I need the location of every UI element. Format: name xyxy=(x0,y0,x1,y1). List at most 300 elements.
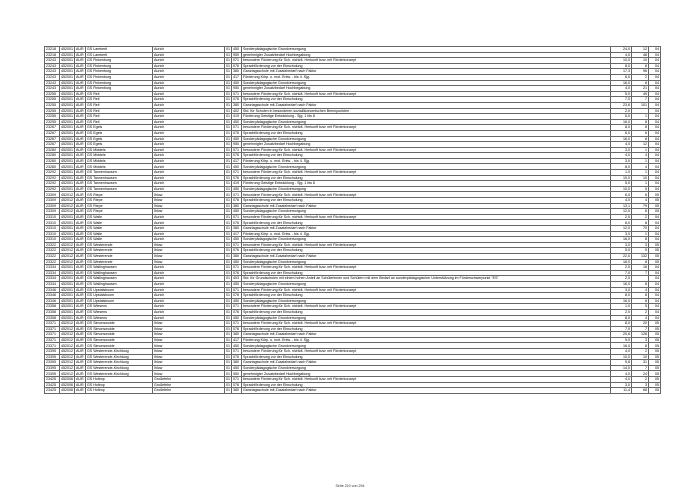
type-cell: 01 xyxy=(226,231,230,236)
school-name-cell: GS Westerende xyxy=(86,248,153,254)
type-cell: 01 xyxy=(226,63,230,68)
type-cell: 01 xyxy=(226,237,230,242)
district-code-cell: 452001 xyxy=(61,63,73,68)
district-code-cell: 452001 xyxy=(61,52,73,57)
county-cell: AUR xyxy=(76,360,84,365)
type-cell: 01 xyxy=(226,282,230,287)
county-cell: AUR xyxy=(76,186,84,191)
type-cell: 01 xyxy=(226,103,230,108)
region-cell: 04 xyxy=(649,119,661,125)
description-cell: Sprachförderung vor der Einschulung xyxy=(242,97,611,103)
code-cell: 450 xyxy=(232,365,242,371)
school-id-cell: 23358 xyxy=(45,304,60,310)
town-cell: Aurich xyxy=(153,142,225,148)
county-cell: AUR xyxy=(76,63,84,68)
count-cell: 2 xyxy=(632,349,649,355)
code-cell: 380 xyxy=(232,253,242,259)
district-code-cell: 452001 xyxy=(61,147,73,152)
description-cell: Sonderpädagogische Grundversorgung xyxy=(242,237,611,243)
count-cell: 5 xyxy=(632,186,649,192)
town-cell: Ihlow xyxy=(153,192,225,198)
description-cell: besondere Förderung für Sch. nichtdt. Herkunft bzw. mit Förderkonzept xyxy=(242,147,611,153)
region-cell: 04 xyxy=(649,220,661,226)
district-code-cell: 452012 xyxy=(61,326,73,331)
count-cell: 8 xyxy=(632,80,649,86)
hours-cell: 4,0 xyxy=(611,52,632,58)
school-name-cell: GS Riepe xyxy=(86,198,153,204)
town-cell: Aurich xyxy=(153,119,225,125)
count-cell: 68 xyxy=(632,388,649,394)
hours-cell: 3,0 xyxy=(611,158,632,164)
type-cell: 01 xyxy=(226,310,230,314)
code-cell: 380 xyxy=(232,360,242,366)
type-cell: 01 xyxy=(226,119,230,124)
type-cell: 01 xyxy=(226,287,230,292)
region-cell: 05 xyxy=(649,253,661,259)
code-cell: 450 xyxy=(232,281,242,287)
school-id-cell: 23255 xyxy=(45,119,60,125)
type-cell: 01 xyxy=(226,248,230,253)
county-cell: AUR xyxy=(76,119,84,124)
district-code-cell: 452001 xyxy=(61,119,73,124)
school-name-cell: GS Tannenhausen xyxy=(86,175,153,181)
region-cell: 04 xyxy=(649,47,661,53)
school-name-cell: GS Egels xyxy=(86,130,153,136)
hours-cell: 7,0 xyxy=(611,97,632,103)
school-id-cell: 23255 xyxy=(45,97,60,103)
town-cell: Ihlow xyxy=(153,349,225,355)
district-code-cell: 452001 xyxy=(61,103,73,108)
hours-cell: 8,0 xyxy=(611,315,632,321)
school-id-cell: 23371 xyxy=(45,332,60,338)
region-cell: 04 xyxy=(649,125,661,131)
description-cell: Förderung Körp. u. mot. Entw. - bis 4. Sjg. xyxy=(242,231,611,237)
count-cell: 10 xyxy=(632,58,649,64)
code-cell: 071 xyxy=(232,147,242,153)
school-name-cell: GS Riepe xyxy=(86,192,153,198)
code-cell: 380 xyxy=(232,332,242,338)
town-cell: Aurich xyxy=(153,63,225,69)
count-cell: 6 xyxy=(632,130,649,136)
school-id-cell: 23292 xyxy=(45,175,60,181)
county-cell: AUR xyxy=(76,304,84,309)
region-cell: 05 xyxy=(649,365,661,371)
description-cell: Sonderpädagogische Grundversorgung xyxy=(242,259,611,265)
town-cell: Aurich xyxy=(153,214,225,220)
description-cell: Ganztagsschule mit Zusatzbedarf nach Faktor xyxy=(242,360,611,366)
county-cell: AUR xyxy=(76,142,84,147)
code-cell: 071 xyxy=(232,192,242,198)
type-cell: 01 xyxy=(226,80,230,85)
county-cell: AUR xyxy=(76,326,84,331)
district-code-cell: 452001 xyxy=(61,186,73,191)
county-cell: AUR xyxy=(76,75,84,80)
type-cell: 01 xyxy=(226,125,230,130)
description-cell: besondere Förderung für Sch. nichtdt. Herkunft bzw. mit Förderkonzept xyxy=(242,91,611,97)
count-cell: 20 xyxy=(632,321,649,327)
description-cell: Förderung Geistige Entwicklung - Sjg. 1 bis 8 xyxy=(242,114,611,120)
code-cell: 071 xyxy=(232,125,242,131)
school-id-cell: 23371 xyxy=(45,321,60,327)
code-cell: 076 xyxy=(232,382,242,388)
town-cell: Ihlow xyxy=(153,203,225,209)
description-cell: besondere Förderung für Sch. nichtdt. Herkunft bzw. mit Förderkonzept xyxy=(242,192,611,198)
county-cell: AUR xyxy=(76,315,84,320)
district-code-cell: 452001 xyxy=(61,237,73,242)
school-id-cell: 23309 xyxy=(45,209,60,215)
description-cell: Förderung Körp. u. mot. Entw. - bis 4. Sjg. xyxy=(242,74,611,80)
type-cell: 01 xyxy=(226,343,230,348)
school-id-cell: 23243 xyxy=(45,69,60,75)
description-cell: Sonderpädagogische Grundversorgung xyxy=(242,209,611,215)
county-cell: AUR xyxy=(76,170,84,175)
code-cell: 419 xyxy=(232,181,242,187)
code-cell: 950 xyxy=(232,52,242,58)
school-name-cell: GS Simonswolde xyxy=(86,321,153,327)
school-id-cell: 23395 xyxy=(45,365,60,371)
school-name-cell: GS Westerende xyxy=(86,242,153,248)
school-id-cell: 23267 xyxy=(45,142,60,148)
hours-cell: 8,0 xyxy=(611,321,632,327)
school-id-cell: 23346 xyxy=(45,293,60,299)
school-name-cell: GS Walle xyxy=(86,226,153,232)
type-cell: 01 xyxy=(226,388,230,393)
count-cell: 8 xyxy=(632,281,649,287)
type-cell: 01 xyxy=(226,192,230,197)
school-name-cell: GS Reil xyxy=(86,114,153,120)
district-code-cell: 452001 xyxy=(61,136,73,141)
count-cell: 1 xyxy=(632,231,649,237)
type-cell: 01 xyxy=(226,259,230,264)
hours-cell: 1,0 xyxy=(611,170,632,176)
county-cell: AUR xyxy=(76,231,84,236)
school-name-cell: GS Middels xyxy=(86,158,153,164)
town-cell: Ihlow xyxy=(153,242,225,248)
type-cell: 01 xyxy=(226,365,230,370)
school-name-cell: GS Finkenburg xyxy=(86,86,153,92)
town-cell: Aurich xyxy=(153,80,225,86)
county-cell: AUR xyxy=(76,377,84,382)
code-cell: 071 xyxy=(232,321,242,327)
county-cell: AUR xyxy=(76,371,84,376)
school-id-cell: 23310 xyxy=(45,214,60,220)
count-cell: 5 xyxy=(632,304,649,310)
description-cell: besondere Förderung für Sch. nichtdt. Herkunft bzw. mit Förderkonzept xyxy=(242,58,611,64)
type-cell: 01 xyxy=(226,69,230,74)
school-name-cell: GS Holtrop xyxy=(86,382,153,388)
hours-cell: 5,0 xyxy=(611,114,632,120)
description-cell: Sonderpädagogische Grundversorgung xyxy=(242,298,611,304)
town-cell: Ihlow xyxy=(153,253,225,259)
count-cell: 8 xyxy=(632,237,649,243)
description-cell: genehmigter Zusatzbedarf Hochbegabung xyxy=(242,142,611,148)
hours-cell: 16,0 xyxy=(611,119,632,125)
county-cell: AUR xyxy=(76,332,84,337)
school-id-cell: 23334 xyxy=(45,270,60,276)
region-cell: 05 xyxy=(649,248,661,254)
hours-cell: 5,8 xyxy=(611,360,632,366)
school-name-cell: GS Upstalsboom xyxy=(86,287,153,293)
district-code-cell: 452012 xyxy=(61,360,73,365)
county-cell: AUR xyxy=(76,287,84,292)
type-cell: 01 xyxy=(226,131,230,135)
description-cell: Sprachförderung vor der Einschulung xyxy=(242,153,611,159)
town-cell: Ihlow xyxy=(153,371,225,377)
district-code-cell: 452001 xyxy=(61,226,73,231)
count-cell: 8 xyxy=(632,63,649,69)
description-cell: Sprachförderung vor der Einschulung xyxy=(242,293,611,299)
type-cell: 01 xyxy=(226,108,230,113)
school-id-cell: 23280 xyxy=(45,164,60,170)
school-name-cell: GS Reil xyxy=(86,108,153,114)
hours-cell: 10,0 xyxy=(611,58,632,64)
school-name-cell: GS Egels xyxy=(86,136,153,142)
region-cell: 04 xyxy=(649,158,661,164)
district-code-cell: 452001 xyxy=(61,75,73,80)
hours-cell: 6,0 xyxy=(611,130,632,136)
county-cell: AUR xyxy=(76,293,84,298)
count-cell: 4 xyxy=(632,287,649,293)
type-cell: 01 xyxy=(226,147,230,152)
town-cell: Aurich xyxy=(153,287,225,293)
district-code-cell: 452001 xyxy=(61,181,73,186)
description-cell: Ganztagsschule mit Zusatzbedarf nach Faktor xyxy=(242,253,611,259)
type-cell: 01 xyxy=(226,254,230,259)
region-cell: 05 xyxy=(649,198,661,204)
description-cell: Förderung Geistige Entwicklung - Sjg. 1 bis 8 xyxy=(242,181,611,187)
code-cell: 071 xyxy=(232,242,242,248)
count-cell: 8 xyxy=(632,220,649,226)
school-id-cell: 23218 xyxy=(45,52,60,58)
town-cell: Aurich xyxy=(153,175,225,181)
region-cell: 04 xyxy=(649,91,661,97)
town-cell: Aurich xyxy=(153,91,225,97)
hours-cell: 10,0 xyxy=(611,186,632,192)
code-cell: 380 xyxy=(232,226,242,232)
school-name-cell: GS Holtrop xyxy=(86,388,153,394)
town-cell: Aurich xyxy=(153,97,225,103)
district-code-cell: 452001 xyxy=(61,282,73,287)
region-cell: 05 xyxy=(649,360,661,366)
district-code-cell: 452012 xyxy=(61,192,73,197)
district-code-cell: 452001 xyxy=(61,97,73,102)
region-cell: 05 xyxy=(649,259,661,265)
town-cell: Ihlow xyxy=(153,360,225,366)
town-cell: Aurich xyxy=(153,47,225,53)
region-cell: 04 xyxy=(649,114,661,120)
county-cell: AUR xyxy=(76,270,84,275)
district-code-cell: 452001 xyxy=(61,91,73,96)
district-code-cell: 452012 xyxy=(61,343,73,348)
code-cell: 450 xyxy=(232,315,242,321)
description-cell: Sonderpädagogische Grundversorgung xyxy=(242,164,611,170)
school-id-cell: 23243 xyxy=(45,86,60,92)
code-cell: 450 xyxy=(232,237,242,243)
region-cell: 05 xyxy=(649,203,661,209)
count-cell: 4 xyxy=(632,164,649,170)
count-cell: 2 xyxy=(632,74,649,80)
region-cell: 04 xyxy=(649,309,661,315)
school-id-cell: 23322 xyxy=(45,242,60,248)
town-cell: Ihlow xyxy=(153,332,225,338)
district-code-cell: 452001 xyxy=(61,170,73,175)
district-code-cell: 452012 xyxy=(61,349,73,354)
hours-cell: 16,0 xyxy=(611,136,632,142)
region-cell: 05 xyxy=(649,343,661,349)
school-name-cell: GS Walle xyxy=(86,214,153,220)
description-cell: Förderung Körp. u. mot. Entw. - bis 4. Sjg. xyxy=(242,337,611,343)
count-cell: 8 xyxy=(632,125,649,131)
county-cell: AUR xyxy=(76,103,84,108)
description-cell: Sprachförderung vor der Einschulung xyxy=(242,220,611,226)
region-cell: 04 xyxy=(649,237,661,243)
count-cell: 2 xyxy=(632,377,649,383)
county-cell: AUR xyxy=(76,47,84,52)
hours-cell: 2,0 xyxy=(611,214,632,220)
count-cell: 7 xyxy=(632,97,649,103)
page-footer: Seite 210 von 294 xyxy=(335,484,365,488)
school-id-cell: 23267 xyxy=(45,130,60,136)
type-cell: 01 xyxy=(226,52,230,57)
region-cell: 04 xyxy=(649,69,661,75)
town-cell: Aurich xyxy=(153,136,225,142)
school-id-cell: 23218 xyxy=(45,47,60,53)
town-cell: Aurich xyxy=(153,147,225,153)
code-cell: 380 xyxy=(232,203,242,209)
type-cell: 01 xyxy=(226,86,230,91)
description-cell: Sprachförderung vor der Einschulung xyxy=(242,326,611,332)
district-code-cell: 452012 xyxy=(61,371,73,376)
school-name-cell: GS Simonswolde xyxy=(86,343,153,349)
region-cell: 04 xyxy=(649,175,661,181)
code-cell: 076 xyxy=(232,248,242,254)
description-cell: Sprachförderung vor der Einschulung xyxy=(242,248,611,254)
hours-cell: 13,1 xyxy=(611,203,632,209)
description-cell: Sonderpädagogische Grundversorgung xyxy=(242,315,611,321)
school-name-cell: GS Middels xyxy=(86,164,153,170)
type-cell: 01 xyxy=(226,332,230,337)
description-cell: Ganztagsschule mit Zusatzbedarf nach Faktor xyxy=(242,203,611,209)
town-cell: Aurich xyxy=(153,298,225,304)
code-cell: 417 xyxy=(232,337,242,343)
region-cell: 04 xyxy=(649,164,661,170)
code-cell: 076 xyxy=(232,220,242,226)
school-name-cell: GS Lamberti xyxy=(86,52,153,58)
hours-cell: 16,0 xyxy=(611,237,632,243)
type-cell: 01 xyxy=(226,360,230,365)
description-cell: besondere Förderung für Sch. nichtdt. Herkunft bzw. mit Förderkonzept xyxy=(242,214,611,220)
count-cell: 1 xyxy=(632,181,649,187)
school-name-cell: GS Riepe xyxy=(86,203,153,209)
count-cell: 8 xyxy=(632,136,649,142)
description-cell: Ganztagsschule mit Zusatzbedarf nach Faktor xyxy=(242,226,611,232)
town-cell: Aurich xyxy=(153,226,225,232)
school-name-cell: GS Middels xyxy=(86,153,153,159)
town-cell: Ihlow xyxy=(153,365,225,371)
code-cell: 071 xyxy=(232,170,242,176)
description-cell: Sprachförderung vor der Einschulung xyxy=(242,175,611,181)
region-cell: 04 xyxy=(649,170,661,176)
hours-cell: 4,0 xyxy=(611,349,632,355)
code-cell: 071 xyxy=(232,265,242,271)
county-cell: AUR xyxy=(76,365,84,370)
hours-cell: 3,0 xyxy=(611,147,632,153)
district-code-cell: 452001 xyxy=(61,214,73,219)
description-cell: Std. für Grundschulen mit einem hohen Anteil an Schülerinnen und Schülern mit dem Bedarf an sonderpädagogischer Unterstützung im Förderschwerpunkt "ES" xyxy=(242,276,611,282)
hours-cell: 4,0 xyxy=(611,377,632,383)
region-cell: 04 xyxy=(649,136,661,142)
region-cell: 04 xyxy=(649,304,661,310)
school-name-cell: GS Simonswolde xyxy=(86,332,153,338)
type-cell: 01 xyxy=(226,354,230,359)
district-code-cell: 452001 xyxy=(61,175,73,180)
type-cell: 01 xyxy=(226,371,230,376)
type-cell: 01 xyxy=(226,91,230,96)
school-id-cell: 23243 xyxy=(45,58,60,64)
description-cell: Sprachförderung vor der Einschulung xyxy=(242,130,611,136)
type-cell: 01 xyxy=(226,220,230,225)
county-cell: AUR xyxy=(76,220,84,225)
count-cell: 6 xyxy=(632,192,649,198)
hours-cell: 2,0 xyxy=(611,108,632,114)
school-name-cell: GS Tannenhausen xyxy=(86,186,153,192)
county-cell: AUR xyxy=(76,158,84,163)
hours-cell: 3,0 xyxy=(611,231,632,237)
county-cell: AUR xyxy=(76,276,84,281)
hours-cell: 14,0 xyxy=(611,365,632,371)
school-name-cell: GS Wiesens xyxy=(86,315,153,321)
school-id-cell: 23395 xyxy=(45,354,60,360)
description-cell: Sprachförderung vor der Einschulung xyxy=(242,270,611,276)
school-id-cell: 23322 xyxy=(45,259,60,265)
region-cell: 04 xyxy=(649,52,661,58)
county-cell: AUR xyxy=(76,164,84,169)
hours-cell: 22,0 xyxy=(611,253,632,259)
code-cell: 380 xyxy=(232,388,242,394)
type-cell: 01 xyxy=(226,203,230,208)
county-cell: AUR xyxy=(76,226,84,231)
county-cell: AUR xyxy=(76,265,84,270)
school-name-cell: GS Finkenburg xyxy=(86,74,153,80)
data-table xyxy=(44,46,661,394)
town-cell: Aurich xyxy=(153,69,225,75)
region-cell: 04 xyxy=(649,86,661,92)
county-cell: AUR xyxy=(76,198,84,203)
description-cell: besondere Förderung für Sch. nichtdt. Herkunft bzw. mit Förderkonzept xyxy=(242,265,611,271)
hours-cell: 12,0 xyxy=(611,209,632,215)
school-id-cell: 23395 xyxy=(45,371,60,377)
school-id-cell: 23371 xyxy=(45,326,60,332)
town-cell: Aurich xyxy=(153,52,225,58)
region-cell: 05 xyxy=(649,349,661,355)
school-id-cell: 23322 xyxy=(45,253,60,259)
description-cell: Sonderpädagogische Grundversorgung xyxy=(242,136,611,142)
count-cell: 2 xyxy=(632,309,649,315)
town-cell: Ihlow xyxy=(153,259,225,265)
town-cell: Aurich xyxy=(153,315,225,321)
count-cell: 21 xyxy=(632,86,649,92)
hours-cell: 9,0 xyxy=(611,337,632,343)
school-id-cell: 23292 xyxy=(45,170,60,176)
county-cell: AUR xyxy=(76,136,84,141)
school-id-cell: 23255 xyxy=(45,102,60,108)
count-cell: 7 xyxy=(632,326,649,332)
school-id-cell: 23371 xyxy=(45,343,60,349)
type-cell: 01 xyxy=(226,337,230,342)
description-cell: besondere Förderung für Sch. nichtdt. Herkunft bzw. mit Förderkonzept xyxy=(242,125,611,131)
town-cell: Ihlow xyxy=(153,343,225,349)
type-cell: 01 xyxy=(226,136,230,141)
